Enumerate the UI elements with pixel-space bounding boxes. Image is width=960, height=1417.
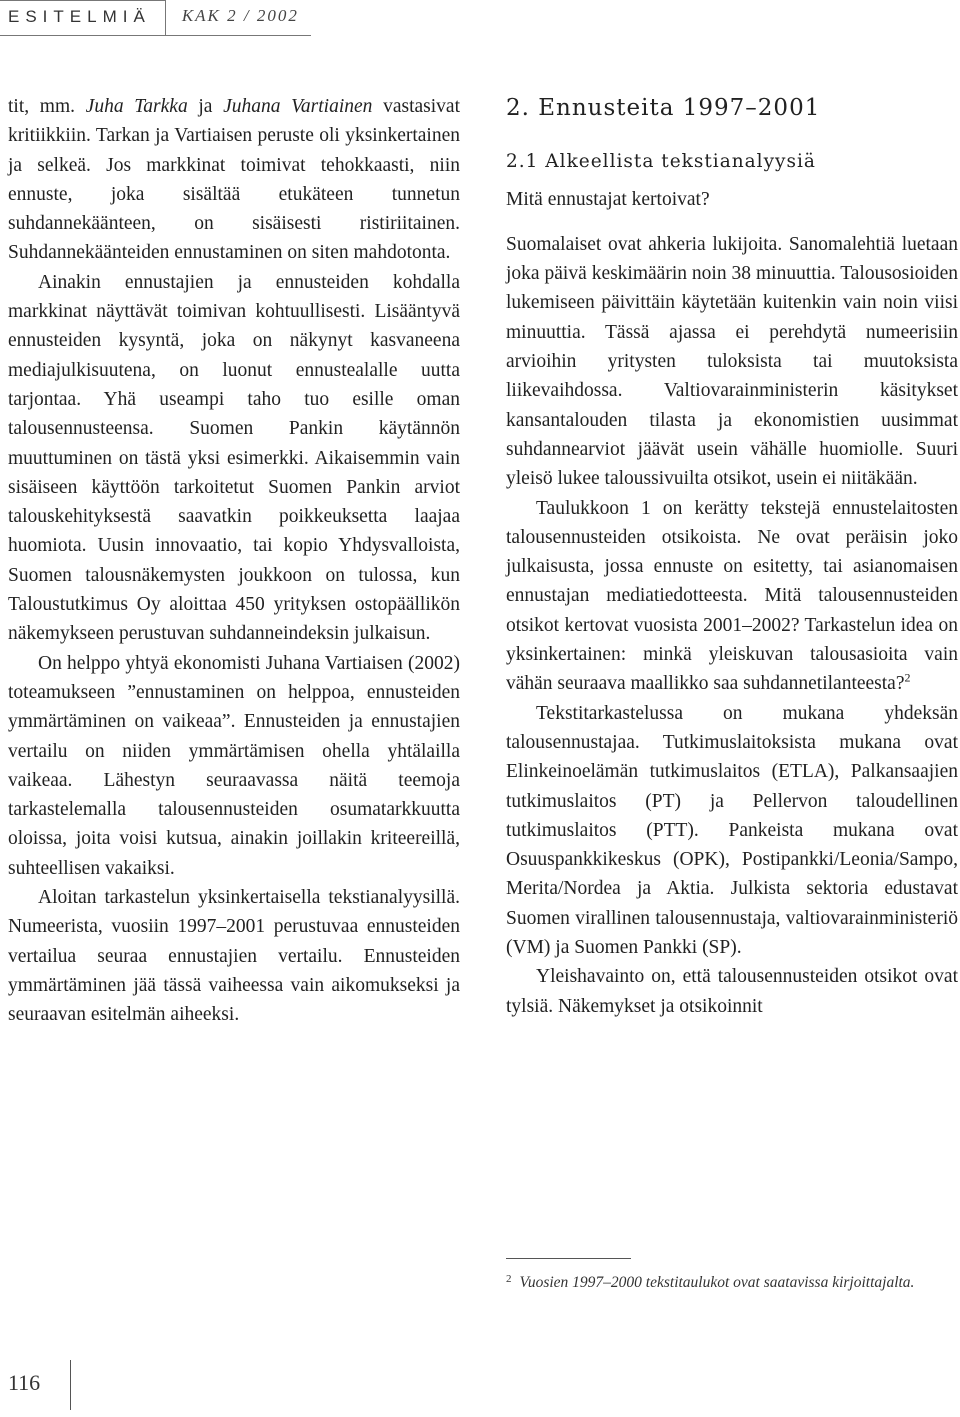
paragraph: Aloitan tarkastelun yksinkertaisella tekstianalyysillä. Numeerista, vuosiin 1997–2001 perustuvaa ennusteiden vertailua seuraa ennustajien vertailu. Ennusteiden ymmärtäminen jää tässä vaiheessa vain aikomukseksi ja seuraavan esitelmän aiheeksi. bbox=[8, 887, 460, 1026]
running-header bbox=[0, 0, 311, 36]
paragraph: Yleishavainto on, että talousennusteiden otsikot ovat tylsiä. Näkemykset ja otsikoinnit bbox=[506, 966, 958, 1017]
journal-issue-label: KAK 2 / 2002 bbox=[166, 0, 311, 36]
person-name: Juha Tarkka bbox=[85, 96, 188, 117]
footnote-divider bbox=[506, 1258, 631, 1259]
paragraph: Taulukkoon 1 on kerätty tekstejä ennustelaitosten talousennusteiden otsikoista. Ne ovat peräisin joko julkaisusta, jossa ennuste on esitetty, tai asianomaisen ennustajan mediatiedotteesta. Mitä talousennusteiden otsikot kertovat vuosista 2001–2002? Tarkastelun idea on yksinkertainen: minkä yleiskuvan talousasioita vain vähän seuraava maallikko saa suhdannetilanteesta?$^2$ bbox=[506, 497, 958, 695]
section-label: ESITELMIÄ bbox=[0, 0, 166, 36]
person-name: Juhana Vartiainen bbox=[223, 96, 373, 117]
right-column bbox=[506, 92, 958, 1021]
paragraph: Tekstitarkastelussa on mukana yhdeksän talousennustajaa. Tutkimuslaitoksista mukana ovat Elinkeinoelämän tutkimuslaitos (ETLA), Palkansaajien tutkimuslaitos (PT) ja Pellervon taloudellinen tutkimuslaitos (PTT). Pankeista mukana ovat Osuuspankkikeskus (OPK), Postipankki/Leonia/Sampo, Merita/Nordea ja Aktia. Julkista sektoria edustavat Suomen virallinen talousennustaja, valtiovarainministeriö (VM) ja Suomen Pankki (SP). bbox=[506, 702, 958, 959]
paragraph: On helppo yhtyä ekonomisti Juhana Vartiaisen (2002) toteamukseen ”ennustaminen on helppoa, ennusteiden ymmärtäminen on vaikeaa”. Ennusteiden ja ennustajien vertailu on niiden ymmärtämisen ohella yhtälailla vaikeaa. Lähestyn seuraavassa näitä teemoja tarkastelemalla talousennusteiden osumatarkkuutta oloissa, joita voisi kutsua, ainakin joillakin kriteereillä, suhteellisen vakaiksi. bbox=[8, 652, 460, 879]
paragraph: Suomalaiset ovat ahkeria lukijoita. Sanomalehtiä luetaan joka päivä keskimäärin noin 38 minuuttia. Talousosioiden lukemiseen päivittäin käytetään kuitenkin vain noin viisi minuuttia. Tässä ajassa ei perehdytä numeerisiin arvioihin yritysten tuloksista tai muutoksista liikevaihdossa. Valtiovarainministerin käsitykset kansantalouden tilasta ja ekonomistien uusimmat suhdannearviot jäävät usein vähälle huomiolle. Suuri yleisö lukee taloussivuilta otsikot, usein ei niitäkään. bbox=[506, 233, 958, 490]
page-number-divider bbox=[70, 1360, 71, 1410]
paragraph: Ainakin ennustajien ja ennusteiden kohdalla markkinat näyttävät toimivan kohtuullisesti. Lisääntyvä ennusteiden kysyntä, joka on näkynyt kasvaneena mediajulkisuutena, on luonut ennustealalle uutta tarjontaa. Yhä useampi taho tuo esille oman talousennusteensa. Suomen Pankin käytännön muuttuminen on tästä yksi esimerkki. Aikaisemmin vain sisäiseen käyttöön tarkoitetut Suomen Pankin arviot talouskehityksestä saavatkin poikkeuksetta laajaa huomiota. Uusin innovaatio, tai kopio Yhdysvalloista, Suomen talousnäkemysten joukkoon on tulossa, kun Taloustutkimus Oy aloittaa 450 yrityksen ostopäällikön näkemykseen perustuvan suhdanneindeksin julkaisun. bbox=[8, 271, 460, 645]
left-column bbox=[8, 92, 460, 1030]
footnote-reference[interactable]: 2 bbox=[904, 670, 911, 685]
footnote-mark: 2 bbox=[506, 1273, 512, 1285]
section-heading: 2. Ennusteita 1997–2001 bbox=[506, 95, 821, 121]
page-number: 116 bbox=[8, 1370, 41, 1395]
footnote bbox=[506, 1266, 958, 1296]
footnote-text: Vuosien 1997–2000 tekstitaulukot ovat saatavissa kirjoittajalta. bbox=[519, 1274, 915, 1291]
paragraph: tit, mm. Juha Tarkka ja Juhana Vartiainen vastasivat kritiikkiin. Tarkan ja Vartiaisen peruste oli yksinkertainen ja selkeä. Jos markkinat toimivat tehokkaasti, niin ennuste, joka sisältää etukäteen tunnetun suhdannekäänteen, on sisäisesti ristiriitainen. Suhdannekäänteiden ennustaminen on siten mahdotonta. bbox=[8, 96, 460, 264]
question-line: Mitä ennustajat kertoivat? bbox=[506, 188, 710, 210]
subsection-heading: 2.1 Alkeellista tekstianalyysiä bbox=[506, 151, 816, 173]
